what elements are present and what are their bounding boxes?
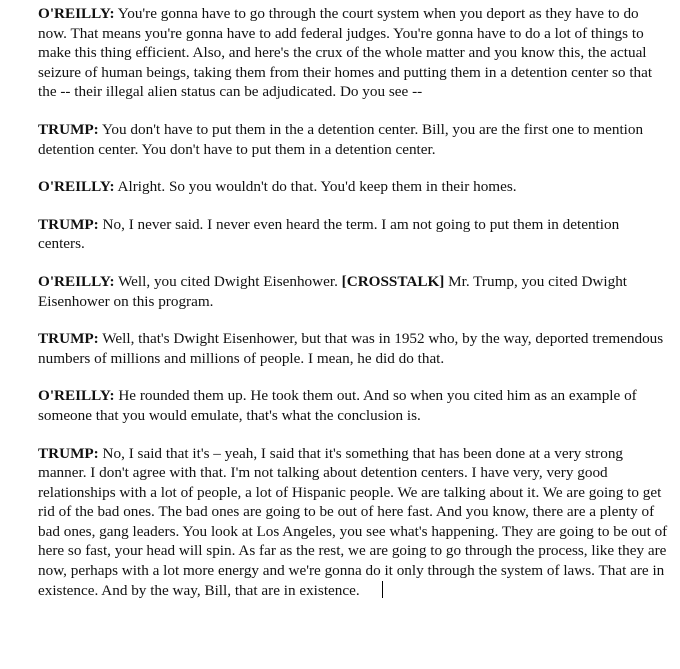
speaker-label: O'REILLY: [38,387,115,405]
transcript-document [38,4,668,618]
speaker-label: TRUMP: [38,330,99,348]
dialogue-text: He rounded them up. He took them out. And so when you cited him as an example of someone that you would emulate, that's what the conclusion is. [38,387,637,424]
transcript-paragraph-oreilly-2 [38,177,668,197]
crosstalk-marker: [CROSSTALK] [341,272,445,290]
transcript-paragraph-oreilly-4 [38,386,668,425]
dialogue-text: Mr. Trump, you cited Dwight Eisenhower on this program. [38,272,628,310]
transcript-paragraph-oreilly-1 [38,4,668,102]
dialogue-text: No, I said that it's – yeah, I said that it's something that has been done at a very strong manner. I don't agree with that. I'm not talking about detention centers. I have very, very good relationships with a lot of people, a lot of Hispanic people. We are talking about it. We are going to get rid of the bad ones. The bad ones are going to be out of here fast. And you know, there are a plenty of bad ones, gang leaders. You look at Los Angeles, you see what's happening. They are going to be out of here so fast, your head will spin. As far as the rest, we are going to go through the process, like they are now, perhaps with a lot more energy and we're gonna do it only through the system of laws. That are in existence. And by the way, Bill, that are in existence. [38,444,668,599]
dialogue-text: No, I never said. I never even heard the term. I am not going to put them in detention centers. [38,215,620,253]
speaker-label: O'REILLY: [38,5,115,22]
transcript-paragraph-oreilly-3 [38,272,668,311]
transcript-paragraph-trump-4 [38,444,668,601]
speaker-label: O'REILLY: [38,178,115,196]
transcript-paragraph-trump-3 [38,329,668,368]
dialogue-text: Well, you cited Dwight Eisenhower. [114,272,342,290]
speaker-label: TRUMP: [38,215,99,233]
dialogue-text: Alright. So you wouldn't do that. You'd keep them in their homes. [114,178,517,196]
speaker-label: TRUMP: [38,120,99,138]
text-cursor [382,581,384,598]
dialogue-text: You're gonna have to go through the court system when you deport as they have to do now. That means you're gonna have to add federal judges. You're gonna have to do a lot of things to make this thing efficient. Also, and here's the crux of the whole matter and you know this, the actual seizure of human beings, taking them from their homes and putting them in a detention center so that the -- their illegal alien status can be adjudicated. Do you see -- [38,5,653,101]
speaker-label: TRUMP: [38,444,99,462]
transcript-paragraph-trump-1 [38,120,668,159]
dialogue-text: You don't have to put them in the a detention center. Bill, you are the first one to mention detention center. You don't have to put them in a detention center. [38,120,644,158]
dialogue-text: Well, that's Dwight Eisenhower, but that was in 1952 who, by the way, deported tremendous numbers of millions and millions of people. I mean, he did do that. [38,330,664,367]
transcript-paragraph-trump-2 [38,215,668,254]
speaker-label: O'REILLY: [38,272,115,290]
